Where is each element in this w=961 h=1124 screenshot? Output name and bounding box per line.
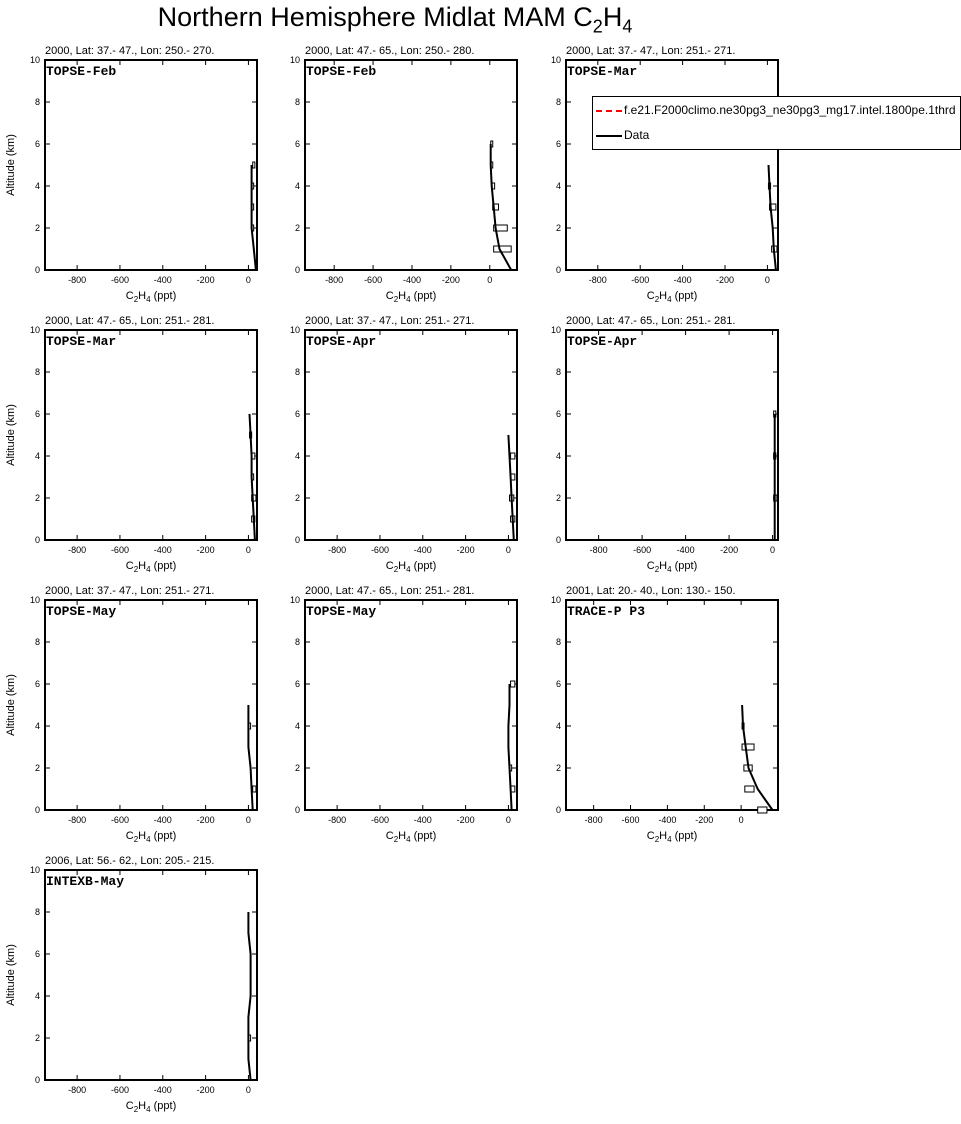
y-tick-label: 4 <box>555 721 561 731</box>
y-tick-label: 2 <box>555 763 561 773</box>
panel-10 <box>5 855 257 1114</box>
campaign-label: TOPSE-Mar <box>46 334 117 349</box>
panel-frame <box>305 330 517 540</box>
x-tick-label: -400 <box>673 275 692 285</box>
y-tick-label: 6 <box>555 409 561 419</box>
x-tick-label: -200 <box>196 1085 215 1095</box>
x-tick-label: -600 <box>110 815 129 825</box>
campaign-label: TOPSE-Mar <box>567 64 638 79</box>
y-tick-label: 6 <box>34 679 40 689</box>
legend-data-label: Data <box>624 128 650 142</box>
panel-subtitle: 2000, Lat: 37.- 47., Lon: 251.- 271. <box>45 585 215 597</box>
y-tick-label: 0 <box>555 805 561 815</box>
x-tick-label: 0 <box>770 545 776 555</box>
y-tick-label: 10 <box>289 595 300 605</box>
panel-subtitle: 2001, Lat: 20.- 40., Lon: 130.- 150. <box>566 585 736 597</box>
y-tick-label: 8 <box>294 637 300 647</box>
y-tick-label: 8 <box>294 367 300 377</box>
y-tick-label: 10 <box>29 865 40 875</box>
x-tick-label: -600 <box>370 815 389 825</box>
y-tick-label: 6 <box>294 139 300 149</box>
y-tick-label: 4 <box>294 451 300 461</box>
panel-frame <box>45 600 257 810</box>
campaign-label: INTEXB-May <box>46 874 125 889</box>
x-tick-label: 0 <box>738 815 744 825</box>
y-tick-label: 10 <box>289 55 300 65</box>
y-tick-label: 10 <box>29 55 40 65</box>
panel-frame <box>566 600 778 810</box>
panel-subtitle: 2000, Lat: 47.- 65., Lon: 250.- 280. <box>305 45 475 57</box>
y-tick-label: 6 <box>555 679 561 689</box>
y-tick-label: 6 <box>34 139 40 149</box>
panel-frame <box>305 60 517 270</box>
y-tick-label: 6 <box>294 409 300 419</box>
x-tick-label: -200 <box>196 545 215 555</box>
x-tick-label: -600 <box>633 545 652 555</box>
campaign-label: TOPSE-May <box>46 604 117 619</box>
x-tick-label: -800 <box>68 275 87 285</box>
x-tick-label: 0 <box>245 815 251 825</box>
x-tick-label: -600 <box>110 1085 129 1095</box>
panel-8 <box>290 585 517 844</box>
panel-subtitle: 2000, Lat: 37.- 47., Lon: 251.- 271. <box>305 315 475 327</box>
y-tick-label: 0 <box>555 265 561 275</box>
x-tick-label: -800 <box>584 815 603 825</box>
data-line <box>248 912 250 1080</box>
legend-item-model <box>593 103 961 119</box>
y-tick-label: 2 <box>555 493 561 503</box>
panel-9 <box>551 585 778 844</box>
x-tick-label: -800 <box>325 275 344 285</box>
x-tick-label: -400 <box>153 1085 172 1095</box>
x-tick-label: 0 <box>245 545 251 555</box>
x-tick-label: 0 <box>245 1085 251 1095</box>
y-tick-label: 10 <box>29 595 40 605</box>
campaign-label: TOPSE-Apr <box>567 334 638 349</box>
x-tick-label: -200 <box>196 275 215 285</box>
x-tick-label: -200 <box>695 815 714 825</box>
legend <box>592 96 961 150</box>
x-axis-label: $C_2H_4$ (ppt) <box>125 830 177 844</box>
x-axis-label: $C_2H_4$ (ppt) <box>125 560 177 574</box>
y-tick-label: 2 <box>34 1033 40 1043</box>
legend-data-swatch <box>596 135 622 137</box>
data-line <box>769 165 776 270</box>
y-tick-label: 4 <box>34 991 40 1001</box>
x-tick-label: -800 <box>68 815 87 825</box>
x-tick-label: -400 <box>153 815 172 825</box>
x-tick-label: -600 <box>631 275 650 285</box>
campaign-label: TOPSE-Feb <box>46 64 117 79</box>
panel-subtitle: 2000, Lat: 47.- 65., Lon: 251.- 281. <box>305 585 475 597</box>
y-tick-label: 8 <box>34 907 40 917</box>
y-tick-label: 4 <box>294 721 300 731</box>
x-axis-label: $C_2H_4$ (ppt) <box>125 1100 177 1114</box>
y-tick-label: 2 <box>555 223 561 233</box>
data-box <box>758 807 767 813</box>
legend-model-label: f.e21.F2000climo.ne30pg3_ne30pg3_mg17.intel.1800pe.1thrd <box>624 103 956 117</box>
x-axis-label: $C_2H_4$ (ppt) <box>125 290 177 304</box>
legend-model-swatch <box>596 110 622 112</box>
y-axis-label: Altitude (km) <box>5 404 17 466</box>
y-tick-label: 8 <box>34 97 40 107</box>
data-box <box>494 246 512 252</box>
panel-frame <box>45 60 257 270</box>
x-tick-label: -400 <box>153 545 172 555</box>
panel-frame <box>45 870 257 1080</box>
x-tick-label: -400 <box>658 815 677 825</box>
y-tick-label: 4 <box>34 181 40 191</box>
panel-3 <box>551 45 778 304</box>
x-axis-label: $C_2H_4$ (ppt) <box>385 830 437 844</box>
panel-frame <box>305 600 517 810</box>
y-tick-label: 0 <box>294 265 300 275</box>
legend-item-data <box>593 128 961 144</box>
y-axis-label: Altitude (km) <box>5 674 17 736</box>
x-tick-label: -800 <box>589 545 608 555</box>
y-tick-label: 10 <box>289 325 300 335</box>
y-tick-label: 10 <box>550 325 561 335</box>
panel-frame <box>45 330 257 540</box>
x-tick-label: -200 <box>441 275 460 285</box>
y-tick-label: 8 <box>34 637 40 647</box>
y-tick-label: 0 <box>555 535 561 545</box>
y-tick-label: 8 <box>555 637 561 647</box>
panel-frame <box>566 60 778 270</box>
y-tick-label: 4 <box>555 181 561 191</box>
x-tick-label: 0 <box>764 275 770 285</box>
x-tick-label: -200 <box>196 815 215 825</box>
panel-4 <box>5 315 257 574</box>
x-tick-label: -200 <box>456 545 475 555</box>
data-box <box>745 786 754 792</box>
x-tick-label: -800 <box>328 815 347 825</box>
y-tick-label: 10 <box>550 595 561 605</box>
x-tick-label: -200 <box>456 815 475 825</box>
y-tick-label: 0 <box>34 805 40 815</box>
x-tick-label: 0 <box>245 275 251 285</box>
y-tick-label: 2 <box>294 223 300 233</box>
y-tick-label: 0 <box>34 535 40 545</box>
x-axis-label: $C_2H_4$ (ppt) <box>646 830 698 844</box>
campaign-label: TRACE-P P3 <box>567 604 646 619</box>
data-line <box>508 435 513 540</box>
x-tick-label: -600 <box>621 815 640 825</box>
x-tick-label: 0 <box>505 815 511 825</box>
y-tick-label: 6 <box>555 139 561 149</box>
panel-2 <box>290 45 517 304</box>
x-tick-label: -400 <box>413 545 432 555</box>
y-tick-label: 2 <box>294 493 300 503</box>
x-tick-label: -600 <box>110 545 129 555</box>
x-axis-label: $C_2H_4$ (ppt) <box>385 560 437 574</box>
x-tick-label: -800 <box>68 1085 87 1095</box>
panel-5 <box>290 315 517 574</box>
x-axis-label: $C_2H_4$ (ppt) <box>646 560 698 574</box>
panel-subtitle: 2000, Lat: 37.- 47., Lon: 251.- 271. <box>566 45 736 57</box>
panel-subtitle: 2006, Lat: 56.- 62., Lon: 205.- 215. <box>45 855 215 867</box>
x-tick-label: -400 <box>153 275 172 285</box>
data-box <box>742 744 754 750</box>
panel-7 <box>5 585 257 844</box>
x-tick-label: 0 <box>487 275 493 285</box>
data-box <box>511 453 515 459</box>
x-tick-label: 0 <box>505 545 511 555</box>
y-tick-label: 0 <box>34 1075 40 1085</box>
y-tick-label: 2 <box>34 763 40 773</box>
y-tick-label: 6 <box>34 409 40 419</box>
y-tick-label: 0 <box>294 535 300 545</box>
x-tick-label: -600 <box>364 275 383 285</box>
y-axis-label: Altitude (km) <box>5 944 17 1006</box>
x-tick-label: -400 <box>676 545 695 555</box>
y-tick-label: 0 <box>34 265 40 275</box>
data-line <box>248 705 252 810</box>
page-title: Northern Hemisphere Midlat MAM $C_2H_4$ <box>157 2 633 37</box>
x-tick-label: -200 <box>720 545 739 555</box>
y-tick-label: 4 <box>34 721 40 731</box>
y-tick-label: 8 <box>555 367 561 377</box>
y-tick-label: 4 <box>34 451 40 461</box>
y-tick-label: 8 <box>294 97 300 107</box>
x-tick-label: -400 <box>402 275 421 285</box>
data-line <box>742 705 772 810</box>
y-tick-label: 4 <box>294 181 300 191</box>
campaign-label: TOPSE-Apr <box>306 334 377 349</box>
y-tick-label: 6 <box>294 679 300 689</box>
y-tick-label: 6 <box>34 949 40 959</box>
y-tick-label: 10 <box>29 325 40 335</box>
panel-subtitle: 2000, Lat: 47.- 65., Lon: 251.- 281. <box>45 315 215 327</box>
y-tick-label: 2 <box>34 493 40 503</box>
x-tick-label: -800 <box>68 545 87 555</box>
y-tick-label: 2 <box>294 763 300 773</box>
y-tick-label: 4 <box>555 451 561 461</box>
x-tick-label: -600 <box>370 545 389 555</box>
data-box <box>253 786 256 792</box>
y-tick-label: 10 <box>550 55 561 65</box>
y-tick-label: 2 <box>34 223 40 233</box>
campaign-label: TOPSE-May <box>306 604 377 619</box>
x-axis-label: $C_2H_4$ (ppt) <box>646 290 698 304</box>
data-box <box>511 681 515 687</box>
panel-6 <box>551 315 778 574</box>
y-tick-label: 8 <box>555 97 561 107</box>
panel-subtitle: 2000, Lat: 37.- 47., Lon: 250.- 270. <box>45 45 215 57</box>
x-tick-label: -800 <box>328 545 347 555</box>
data-line <box>508 684 511 810</box>
x-tick-label: -600 <box>110 275 129 285</box>
y-tick-label: 0 <box>294 805 300 815</box>
campaign-label: TOPSE-Feb <box>306 64 377 79</box>
data-line <box>252 165 256 270</box>
panel-1 <box>5 45 257 304</box>
panel-subtitle: 2000, Lat: 47.- 65., Lon: 251.- 281. <box>566 315 736 327</box>
y-axis-label: Altitude (km) <box>5 134 17 196</box>
x-tick-label: -800 <box>588 275 607 285</box>
x-tick-label: -400 <box>413 815 432 825</box>
x-tick-label: -200 <box>715 275 735 285</box>
y-tick-label: 8 <box>34 367 40 377</box>
data-box <box>253 162 255 168</box>
x-axis-label: $C_2H_4$ (ppt) <box>385 290 437 304</box>
panel-frame <box>566 330 778 540</box>
